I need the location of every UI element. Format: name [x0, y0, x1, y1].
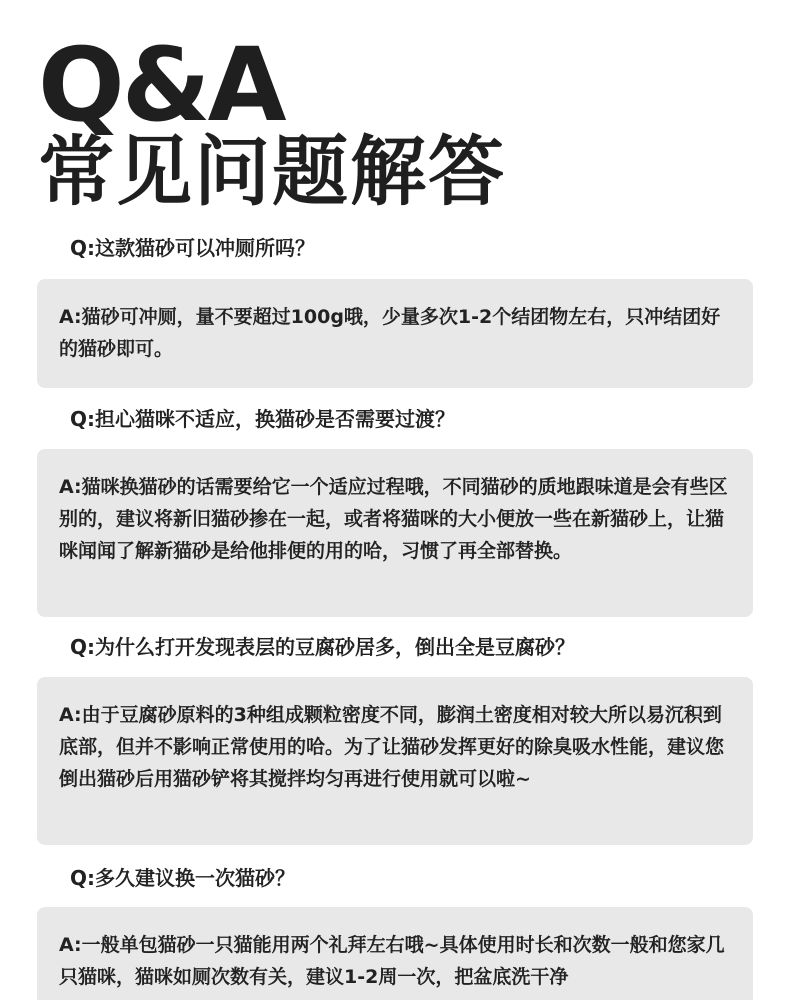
faq-question-1: Q:这款猫砂可以冲厕所吗？ — [70, 236, 315, 260]
faq-question-4: Q:多久建议换一次猫砂？ — [70, 866, 295, 890]
page-title-en: Q&A — [38, 26, 284, 145]
faq-answer-2: A:猫咪换猫砂的话需要给它一个适应过程哦，不同猫砂的质地跟味道是会有些区别的，建议将新旧猫砂掺在一起，或者将猫咪的大小便放一些在新猫砂上，让猫咪闻闻了解新猫砂是给他排便的用的哈，习惯了再全部替换。 — [59, 476, 728, 562]
faq-question-2: Q:担心猫咪不适应，换猫砂是否需要过渡？ — [70, 407, 455, 431]
faq-question-3: Q:为什么打开发现表层的豆腐砂居多，倒出全是豆腐砂？ — [70, 635, 575, 659]
page-title-cn: 常见问题解答 — [38, 127, 506, 216]
faq-answer-3: A:由于豆腐砂原料的3种组成颗粒密度不同，膨润土密度相对较大所以易沉积到底部，但并不影响正常使用的哈。为了让猫砂发挥更好的除臭吸水性能，建议您倒出猫砂后用猫砂铲将其搅拌均匀再进行使用就可以啦~ — [59, 704, 725, 790]
faq-answer-box-1 — [37, 279, 753, 388]
faq-answer-box-3 — [37, 677, 753, 845]
faq-answer-box-4 — [37, 907, 753, 1000]
faq-answer-4: A:一般单包猫砂一只猫能用两个礼拜左右哦~具体使用时长和次数一般和您家几只猫咪，猫咪如厕次数有关，建议1-2周一次，把盆底洗干净 — [59, 934, 725, 988]
faq-answer-1: A:猫砂可冲厕，量不要超过100g哦，少量多次1-2个结团物左右，只冲结团好的猫砂即可。 — [59, 306, 721, 360]
faq-answer-box-2 — [37, 449, 753, 617]
